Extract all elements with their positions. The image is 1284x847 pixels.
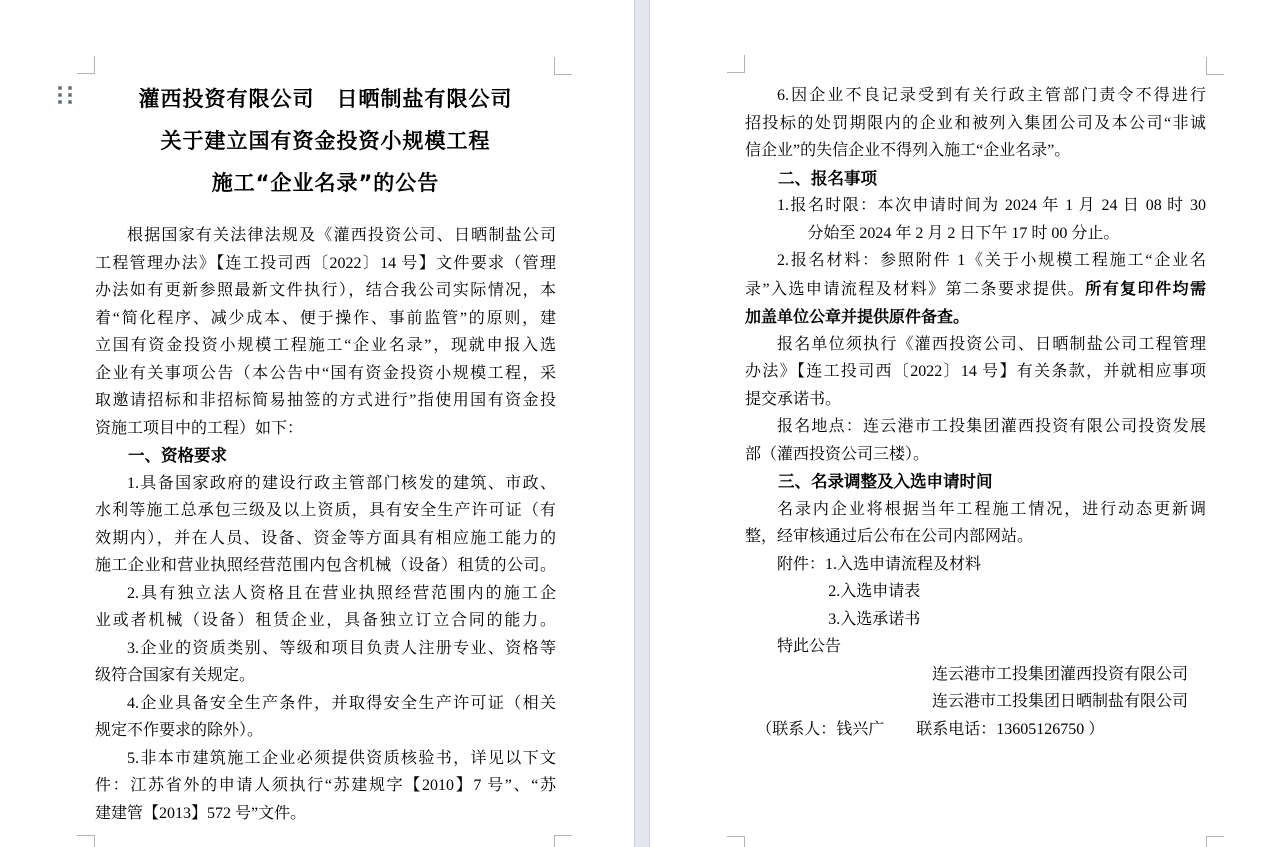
drag-handle-icon[interactable] [58,86,76,104]
text-line: 水利等施工总承包三级及以上资质，具有安全生产许可证（有 [95,502,556,519]
document-title-line: 施工“企业名录”的公告 [211,171,440,195]
text-line: 整，经审核通过后公布在公司内部网站。 [745,528,1034,545]
crop-mark-top-left-icon [727,55,745,73]
text-line: 报名地点：连云港市工投集团灌西投资有限公司投资发展 [777,418,1206,435]
text-line: 规定不作要求的除外）。 [95,722,264,739]
text-line: 办法》【连工投司西〔2022〕14 号】有关条款，并就相应事项 [745,363,1206,380]
text-run: 录”入选申请流程及材料》第二条要求提供。 [745,280,1086,298]
drag-handle-dot [68,100,72,104]
text-line: 信企业”的失信企业不得列入施工“企业名录”。 [745,142,1071,159]
text-line: 3.企业的资质类别、等级和项目负责人注册专业、资格等 [127,639,556,657]
crop-mark-bottom-left-icon [77,835,95,847]
document-title-line: 灌西投资有限公司 日晒制盐有限公司 [138,87,513,111]
crop-mark-top-left-icon [77,56,95,74]
page-2-body [745,82,1206,743]
bold-text-run: 所有复印件均需 [1085,278,1206,298]
crop-mark-top-right-icon [1206,57,1224,75]
page-gap-divider [634,0,650,847]
crop-mark-bottom-right-icon [554,835,572,847]
text-line: 附件：1.入选申请流程及材料 [777,555,982,573]
text-line: 办法如有更新参照最新文件执行），结合我公司实际情况，本 [95,282,556,299]
text-line: 提交承诺书。 [745,390,842,408]
text-line: 部（灌西投资公司三楼）。 [745,445,930,463]
text-line: 取邀请招标和非招标简易抽签的方式进行”指使用国有资金投 [95,392,556,409]
text-line: 1.具备国家政府的建设行政主管部门核发的建筑、市政、 [127,474,556,492]
document-title [95,78,556,204]
text-line: 工程管理办法》【连工投司西〔2022〕14 号】文件要求（管理 [95,254,556,272]
text-line: 5.非本市建筑施工企业必须提供资质核验书，详见以下文 [127,749,556,767]
text-line: 立国有资金投资小规模工程施工“企业名录”，现就申报入选 [95,337,556,354]
text-line: 3.入选承诺书 [828,610,921,628]
text-line: 连云港市工投集团日晒制盐有限公司 [931,693,1188,710]
section-heading: 一、资格要求 [128,446,227,465]
text-line: 1.报名时限：本次申请时间为 2024 年 1 月 24 日 08 时 30 [777,197,1206,214]
bold-text-line: 加盖单位公章并提供原件备查。 [745,307,970,326]
text-line: 招投标的处罚期限内的企业和被列入集团公司及本公司“非诚 [745,114,1206,132]
crop-mark-bottom-left-icon [727,836,745,847]
drag-handle-dot [58,100,62,104]
page-1[interactable] [0,0,634,847]
text-line: 根据国家有关法律法规及《灌西投资公司、日晒制盐公司 [127,227,556,244]
text-line: 建建管【2013】572 号”文件。 [95,804,307,822]
text-line: 2.具有独立法人资格且在营业执照经营范围内的施工企 [127,584,556,602]
text-line: 名录内企业将根据当年工程施工情况，进行动态更新调 [777,500,1206,518]
text-line: 报名单位须执行《灌西投资公司、日晒制盐公司工程管理 [777,335,1206,353]
drag-handle-dot [58,86,62,90]
crop-mark-bottom-right-icon [1206,836,1224,847]
page-1-text-area [95,78,556,827]
text-line: 资施工项目中的工程）如下： [95,419,304,437]
text-line: 业或者机械（设备）租赁企业，具备独立订立合同的能力。 [95,612,556,629]
text-line: （联系人：钱兴广 联系电话：13605126750 ） [756,720,1105,738]
page-2[interactable] [650,0,1284,847]
text-line: 连云港市工投集团灌西投资有限公司 [931,665,1188,683]
drag-handle-dot [58,93,62,97]
crop-mark-top-right-icon [554,57,572,75]
text-line: 着“简化程序、减少成本、便于操作、事前监管”的原则，建 [95,309,556,327]
text-line: 企业有关事项公告（本公告中“国有资金投资小规模工程，采 [95,364,556,382]
text-line: 特此公告 [777,638,842,655]
text-line: 4.企业具备安全生产条件，并取得安全生产许可证（相关 [127,694,556,712]
text-line: 效期内），并在人员、设备、资金等方面具有相应施工能力的 [95,529,556,547]
document-title-line: 关于建立国有资金投资小规模工程 [160,129,491,153]
drag-handle-dot [68,86,72,90]
text-line: 件：江苏省外的申请人须执行“苏建规字【2010】7 号”、“苏 [95,777,556,794]
page-2-text-area [745,82,1206,743]
section-heading: 二、报名事项 [778,168,877,188]
page-1-body [95,222,556,827]
text-line: 2.报名材料：参照附件 1《关于小规模工程施工“企业名 [777,252,1206,269]
text-line: 6.因企业不良记录受到有关行政主管部门责令不得进行 [777,87,1206,104]
drag-handle-dot [68,93,72,97]
section-heading: 三、名录调整及入选申请时间 [778,472,993,491]
text-line [745,275,1206,304]
text-line: 级符合国家有关规定。 [95,667,256,684]
text-line: 施工企业和营业执照经营范围内包含机械（设备）租赁的公司。 [95,557,556,574]
text-line: 分始至 2024 年 2 月 2 日下午 17 时 00 分止。 [807,224,1120,242]
text-line: 2.入选申请表 [828,583,921,600]
